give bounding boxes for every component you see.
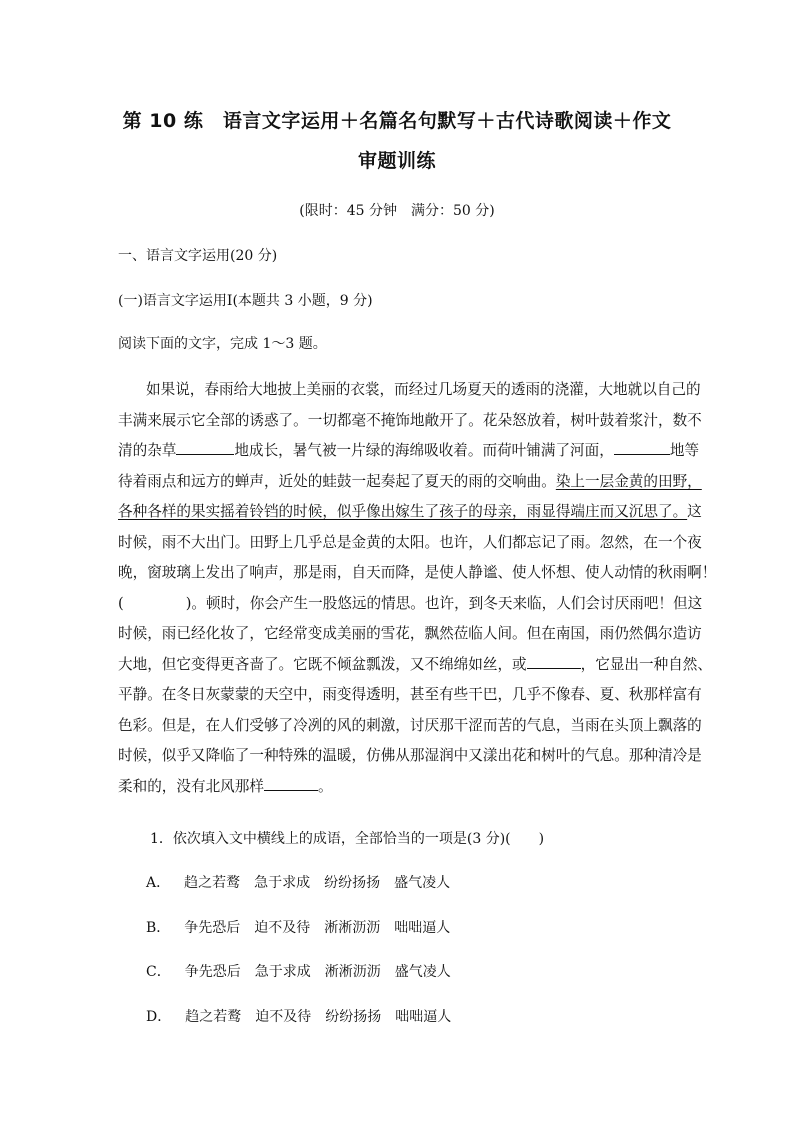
paren-open: ( xyxy=(118,594,124,612)
passage-line xyxy=(118,772,678,803)
option-word: 纷纷扬扬 xyxy=(324,875,381,891)
passage-text: 地成长，暑气被一片绿的海绵吸收着。而荷叶铺满了河面， xyxy=(234,442,614,459)
page-title: 第 10 练 语言文字运用＋名篇名句默写＋古代诗歌阅读＋作文 xyxy=(122,110,672,132)
option-word: 趋之若鹜 xyxy=(184,875,241,891)
passage-line: 晚，窗玻璃上发出了响声，那是雨，自天而降，是使人静谧、使人怀想、使人动情的秋雨啊！ xyxy=(118,564,717,581)
passage-line xyxy=(118,497,702,528)
passage-line: 时候，雨不大出门。田野上几乎总是金黄的太阳。也许，人们都忘记了雨。忽然，在一个夜 xyxy=(118,533,702,551)
option-word: 咄咄逼人 xyxy=(394,920,451,936)
passage-line: 时候，似乎又降临了一种特殊的温暖，仿佛从那湿润中又漾出花和树叶的气息。那种清冷是 xyxy=(118,747,702,764)
option-word: 争先恐后 xyxy=(184,964,241,980)
option-word: 急于求成 xyxy=(254,875,311,891)
passage-line: 时候，雨已经化妆了，它经常变成美丽的雪花，飘然莅临人间。但在南国，雨仍然偶尔造访 xyxy=(118,625,702,642)
passage-text: 柔和的，没有北风那样 xyxy=(118,777,264,795)
option-word: 盛气凌人 xyxy=(394,964,451,980)
option-word: 迫不及待 xyxy=(255,1009,312,1025)
subsection-heading: (一)语言文字运用Ⅰ(本题共 3 小题，9 分) xyxy=(118,293,373,309)
passage-line xyxy=(118,436,700,467)
passage-line: 丰满来展示它全部的诱惑了。一切都毫不掩饰地敞开了。花朵怒放着，树叶鼓着浆汁，数不 xyxy=(118,411,702,429)
option-letter: A． xyxy=(146,875,171,891)
option-letter: D． xyxy=(146,1009,172,1025)
passage-line xyxy=(118,467,702,498)
passage-line: 如果说，春雨给大地披上美丽的衣裳，而经过几场夏天的透雨的浇灌，大地就以自己的 xyxy=(146,381,701,398)
option-word: 淅淅沥沥 xyxy=(324,920,381,936)
time-score-limit: (限时：45 分钟 满分：50 分) xyxy=(299,203,495,219)
option-word: 淅淅沥沥 xyxy=(324,964,381,980)
option-c xyxy=(146,961,465,981)
fill-blank-1 xyxy=(176,440,234,455)
reading-passage xyxy=(118,375,717,802)
passage-text: 待着雨点和远方的蝉声，近处的蛙鼓一起奏起了夏天的雨的交响曲。 xyxy=(118,472,556,490)
reading-instruction: 阅读下面的文字，完成 1～3 题。 xyxy=(118,336,327,352)
passage-text: 大地，但它变得更吝啬了。它既不倾盆瓢泼，又不绵绵如丝，或 xyxy=(118,655,527,673)
option-d xyxy=(146,1006,465,1026)
passage-text: ，它显出一种自然、 xyxy=(580,655,712,673)
page-title-continued: 审题训练 xyxy=(357,150,436,172)
underlined-sentence: 染上一层金黄的田野， xyxy=(555,472,702,490)
option-word: 急于求成 xyxy=(254,964,311,980)
passage-text: 清的杂草 xyxy=(118,442,177,459)
option-letter: B． xyxy=(146,920,171,936)
passage-line xyxy=(118,650,712,681)
section-heading: 一、语言文字运用(20 分) xyxy=(118,248,278,264)
fill-blank-4 xyxy=(264,776,318,791)
option-word: 趋之若鹜 xyxy=(185,1009,242,1025)
option-b xyxy=(146,917,464,937)
passage-text: 地等 xyxy=(669,442,700,459)
option-letter: C． xyxy=(146,964,171,980)
fill-blank-2 xyxy=(614,440,670,455)
passage-line: 色彩。但是，在人们受够了冷冽的风的刺激，讨厌那干涩而苦的气息，当雨在头顶上飘落的 xyxy=(118,716,702,734)
passage-text: 这 xyxy=(687,503,702,520)
passage-text: 。 xyxy=(317,777,333,795)
option-word: 纷纷扬扬 xyxy=(325,1009,382,1025)
passage-line xyxy=(118,589,703,620)
underlined-sentence-continued: 各种各样的果实摇着铃铛的时候，似乎像出嫁生了孩子的母亲，雨显得端庄而又沉思了。 xyxy=(118,503,688,520)
option-word: 争先恐后 xyxy=(184,920,241,936)
question-1: 1．依次填入文中横线上的成语，全部恰当的一项是(3 分)( ) xyxy=(150,831,545,847)
option-word: 迫不及待 xyxy=(254,920,311,936)
option-word: 盛气凌人 xyxy=(394,875,451,891)
option-word: 咄咄逼人 xyxy=(395,1009,452,1025)
passage-text: )。顿时，你会产生一股悠远的情思。也许，到冬天来临，人们会讨厌雨吧！但这 xyxy=(185,594,703,612)
passage-line: 平静。在冬日灰蒙蒙的天空中，雨变得透明，甚至有些干巴，几乎不像春、夏、秋那样富有 xyxy=(118,686,702,703)
fill-blank-3 xyxy=(527,654,581,669)
option-a xyxy=(146,872,464,892)
